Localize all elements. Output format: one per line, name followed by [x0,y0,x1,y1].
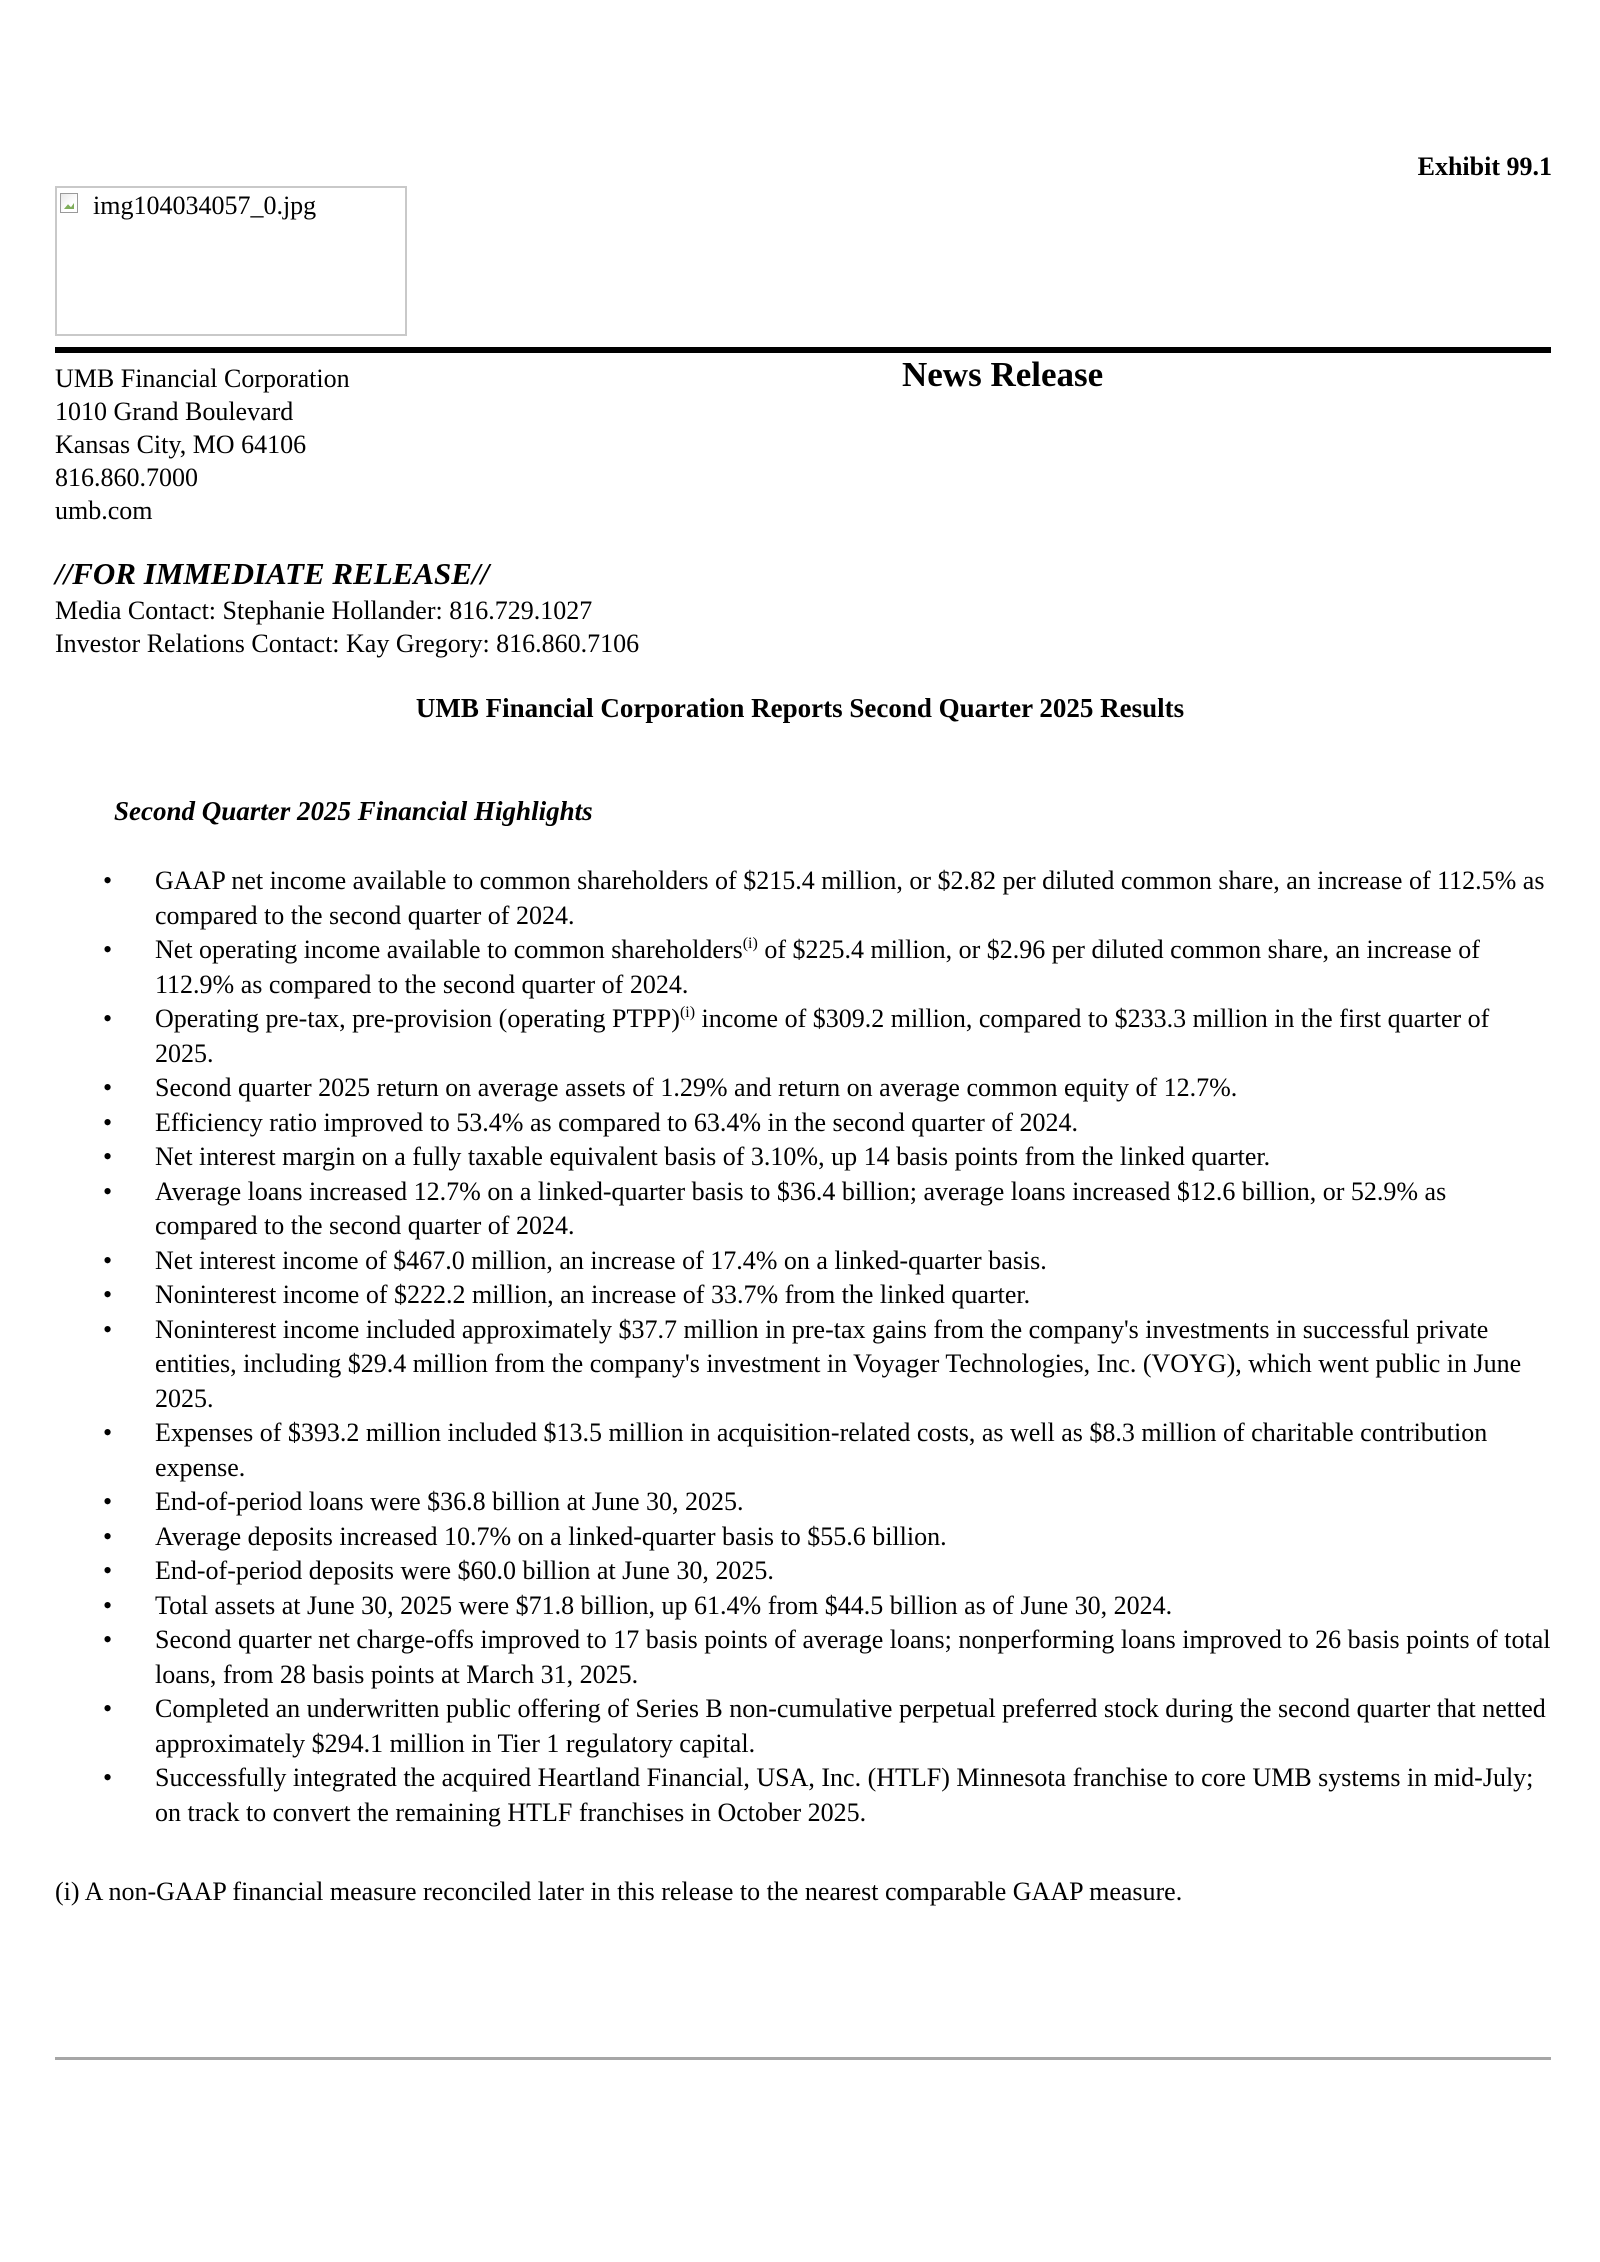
company-logo-image [55,186,407,336]
footnote: (i) A non-GAAP financial measure reconciled later in this release to the nearest comparable GAAP measure. [55,1877,1183,1906]
list-item-text: Average deposits increased 10.7% on a linked-quarter basis to $55.6 billion. [155,1521,947,1551]
contacts-block [55,594,639,660]
bullet-icon: • [103,935,113,964]
list-item-text: End-of-period loans were $36.8 billion at June 30, 2025. [155,1487,744,1516]
bullet-icon: • [103,1556,113,1585]
bullet-icon: • [103,1245,113,1275]
company-name: UMB Financial Corporation [55,364,350,393]
bullet-icon: • [103,1073,113,1102]
list-item-text: Second quarter 2025 return on average assets of 1.29% and return on average common equity of 12.7%. [155,1073,1238,1102]
list-item-text: Net operating income available to common shareholders [155,935,743,964]
bullet-icon: • [103,1487,113,1516]
immediate-release-label: //FOR IMMEDIATE RELEASE// [55,556,490,591]
bullet-icon: • [103,1142,113,1171]
list-item-text: Expenses of $393.2 million included $13.5 million in acquisition-related costs, as well as $8.3 million of charitable contribution expense. [155,1418,1488,1482]
list-item-text: Total assets at June 30, 2025 were $71.8 billion, up 61.4% from $44.5 billion as of June 30, 2024. [155,1590,1173,1620]
list-item-text: Efficiency ratio improved to 53.4% as compared to 63.4% in the second quarter of 2024. [155,1107,1078,1137]
bullet-icon: • [103,1763,113,1792]
exhibit-label: Exhibit 99.1 [1417,152,1552,181]
list-item [0,1520,1600,1555]
list-item [0,1589,1600,1624]
list-item [0,1071,1600,1106]
list-item [0,1278,1600,1313]
highlights-list [0,864,1600,1830]
list-item [0,1140,1600,1175]
bullet-icon: • [103,866,113,895]
page-divider [55,2057,1551,2060]
list-item-text: End-of-period deposits were $60.0 billion at June 30, 2025. [155,1556,774,1585]
bullet-icon: • [103,1280,113,1309]
bullet-icon: • [103,1521,113,1551]
company-address [55,362,350,527]
news-release-title: News Release [902,355,1104,394]
bullet-icon: • [103,1418,113,1447]
footnote-marker: (i) [742,935,758,952]
company-phone: 816.860.7000 [55,463,198,492]
list-item-text: Second quarter net charge-offs improved to 17 basis points of average loans; nonperforming loans improved to 26 basis points of total loans, from 28 basis points at March 31, 2025. [155,1625,1551,1689]
list-item-text: Completed an underwritten public offering of Series B non-cumulative perpetual preferred stock during the second quarter that netted approximately $294.1 million in Tier 1 regulatory capital. [155,1694,1546,1758]
list-item [0,1692,1600,1761]
company-website: umb.com [55,496,153,525]
logo-alt-text: img104034057_0.jpg [93,191,317,220]
list-item-text: Net interest margin on a fully taxable equivalent basis of 3.10%, up 14 basis points from the linked quarter. [155,1142,1271,1171]
list-item [0,1106,1600,1141]
street-address: 1010 Grand Boulevard [55,397,294,426]
list-item [0,864,1600,933]
list-item [0,1416,1600,1485]
list-item [0,1485,1600,1520]
header-divider [55,347,1551,353]
bullet-icon: • [103,1694,113,1723]
list-item-text: GAAP net income available to common shareholders of $215.4 million, or $2.82 per diluted common share, an increase of 112.5% as compared to the second quarter of 2024. [155,866,1545,930]
list-item-text: Noninterest income included approximately $37.7 million in pre-tax gains from the company's investments in successful private entities, including $29.4 million from the company's investment in Voyager Technologies, Inc. (VOYG), which went public in June 2025. [155,1314,1522,1413]
list-item [0,933,1600,1002]
highlights-heading: Second Quarter 2025 Financial Highlights [114,796,593,826]
investor-contact: Investor Relations Contact: Kay Gregory: 816.860.7106 [55,629,640,658]
list-item [0,1554,1600,1589]
list-item [0,1002,1600,1071]
list-item [0,1244,1600,1279]
bullet-icon: • [103,1107,113,1137]
list-item [0,1313,1600,1417]
city-state-zip: Kansas City, MO 64106 [55,430,307,459]
list-item [0,1761,1600,1830]
bullet-icon: • [103,1625,113,1654]
list-item-text: of $225.4 million, or $2.96 per diluted common share, an increase of 112.9% as compared to the second quarter of 2024. [155,935,1480,999]
bullet-icon: • [103,1314,113,1344]
list-item-text: Successfully integrated the acquired Heartland Financial, USA, Inc. (HTLF) Minnesota franchise to core UMB systems in mid-July; on track to convert the remaining HTLF franchises in October 2025. [155,1763,1534,1827]
list-item [0,1623,1600,1692]
footnote-marker: (i) [679,1004,696,1021]
list-item-text: Operating pre-tax, pre-provision (operating PTPP) [155,1004,680,1033]
list-item-text: income of $309.2 million, compared to $233.3 million in the first quarter of 2025. [155,1004,1490,1068]
list-item-text: Average loans increased 12.7% on a linked-quarter basis to $36.4 billion; average loans increased $12.6 billion, or 52.9% as compared to the second quarter of 2024. [155,1176,1447,1240]
list-item-text: Noninterest income of $222.2 million, an increase of 33.7% from the linked quarter. [155,1280,1031,1309]
bullet-icon: • [103,1590,113,1620]
media-contact: Media Contact: Stephanie Hollander: 816.729.1027 [55,596,593,625]
release-headline: UMB Financial Corporation Reports Second Quarter 2025 Results [415,693,1185,723]
list-item [0,1175,1600,1244]
bullet-icon: • [103,1004,113,1033]
broken-image-icon [60,193,78,213]
list-item-text: Net interest income of $467.0 million, an increase of 17.4% on a linked-quarter basis. [155,1245,1047,1275]
bullet-icon: • [103,1176,113,1206]
